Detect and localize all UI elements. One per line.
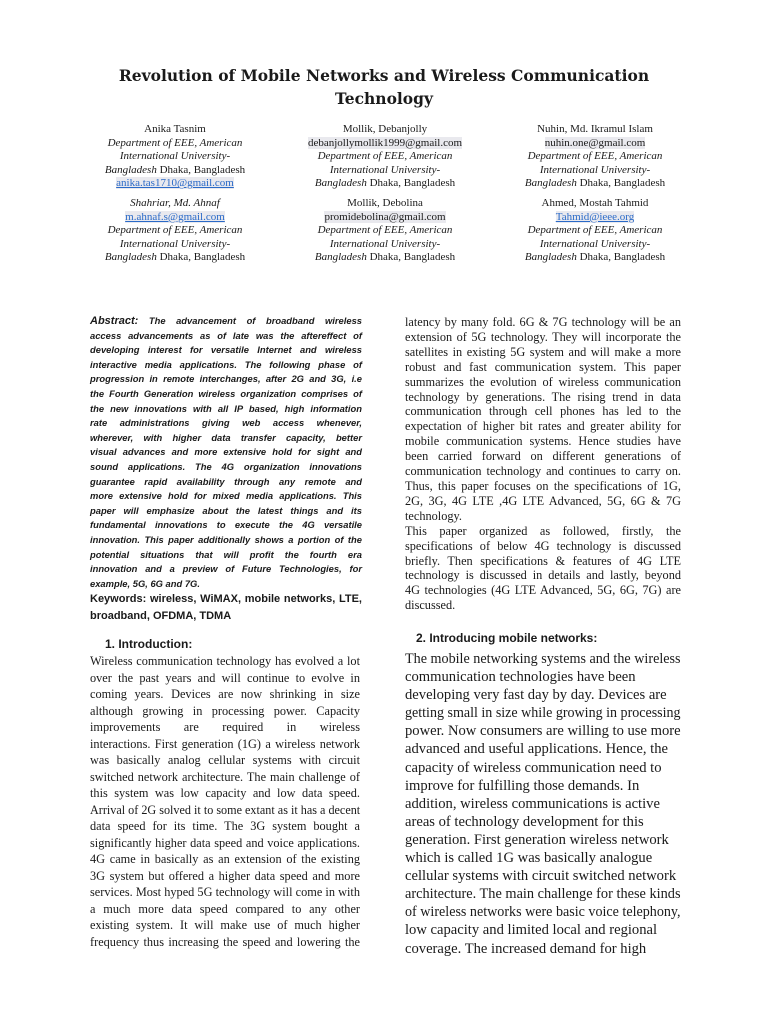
abstract-line [90,445,362,460]
text-line: a much more data speed compared to any other [90,901,360,916]
author-university: International University- [119,150,231,163]
author-location [70,251,280,265]
mobile-networks-body [405,650,681,958]
author-city: Dhaka, Bangladesh [366,177,456,190]
text-line: which is called 1G was basically analogue [405,850,653,867]
author-email-row [70,177,280,191]
author-country: Bangladesh [314,177,367,190]
keywords-line: broadband, OFDMA, TDMA [90,609,232,622]
author-card [280,197,490,265]
author-name: Anika Tasnim [144,123,206,135]
abstract-line [90,343,362,358]
text-line: coming years. Devices are now shrinking in size [90,687,360,701]
text-line: Wireless communication technology has evolved a lot [90,654,360,668]
abstract-text: the new innovations with all IP based, high information [90,402,362,414]
text-line: 2G, 3G, 4G LTE ,4G LTE Advanced, 5G, 6G & 7G [405,493,681,508]
abstract-line [90,314,362,329]
text-line: technology is discussed in details and lastly, beyond [405,568,681,583]
abstract-text: innovation. This paper additionally shows a portion of the [90,533,362,545]
text-line: low capacity and limited local and regional [405,922,658,939]
author-name: Nuhin, Md. Ikramul Islam [537,123,653,135]
author-email-row [490,137,700,151]
text-line: 4G technologies (4G LTE Advanced, 5G, 6G, 7G) are [405,583,681,598]
text-line: expectation of higher bit rates and greater ability for [405,419,681,434]
text-line: getting small in size while growing in processing [405,705,681,722]
author-card [70,123,280,191]
text-line: latency by many fold. 6G & 7G technology will be an [405,315,681,329]
text-line: This paper organized as followed, firstly, the [405,523,681,538]
text-line: addition, wireless communications is active [405,795,660,812]
abstract-line [90,431,362,446]
abstract-text: innovation and a preview of Future Technologies, for [90,563,362,575]
author-country: Bangladesh [314,251,367,264]
abstract-line [90,402,362,417]
abstract-text: developing interest for versatile Internet and wireless [90,344,362,356]
abstract-line [90,475,362,490]
abstract-line [90,329,362,344]
author-card [490,197,700,265]
author-email[interactable]: promidebolina@gmail.com [324,210,446,223]
abstract-line [90,489,362,504]
author-department: Department of EEE, American [527,224,663,237]
text-line: communication technology and continues to carry on. [405,464,681,479]
abstract [90,314,362,624]
text-line: coverage. The increased demand for high [405,940,647,957]
author-department: Department of EEE, American [317,150,453,163]
author-department: Department of EEE, American [317,224,453,237]
abstract-text: the Fourth Generation wireless organization comprises of [90,387,362,399]
abstract-line [90,372,362,387]
author-location [280,177,490,191]
author-country: Bangladesh [104,251,157,264]
author-card [280,123,490,191]
abstract-label: Abstract: [90,315,139,327]
abstract-line [90,518,362,533]
text-line: switched network architecture. The main challenge of [90,769,360,784]
abstract-text: potential situations that will profit the fourth era [90,548,362,560]
abstract-text: example, 5G, 6G and 7G. [90,577,200,589]
author-country: Bangladesh [104,163,157,176]
author-city: Dhaka, Bangladesh [156,163,246,176]
author-email[interactable]: anika.tas1710@gmail.com [116,177,234,190]
text-line: over the past years and will continue to evolve in [90,670,360,685]
keywords-line: Keywords: wireless, WiMAX, mobile networks, LTE, [90,593,362,606]
text-line: 3G system but offered a higher data speed and more [90,868,360,883]
author-country: Bangladesh [524,251,577,264]
text-line: capacity of wireless communication need to [405,759,662,776]
text-line: 4G came in basically as an extension of the existing [90,852,360,866]
title-line: Technology [334,89,433,108]
abstract-text: access advancements as of late was the aftereffect of [90,329,362,341]
author-university: International University- [119,237,231,250]
abstract-line [90,504,362,519]
author-city: Dhaka, Bangladesh [156,251,246,264]
text-line: been carried forward on different generations of [405,449,681,464]
abstract-text: The advancement of broadband wireless [138,315,362,326]
text-line: Arrival of 2G solved it to some extant as it has a decent [90,802,361,817]
author-email[interactable]: debanjollymollik1999@gmail.com [307,136,463,149]
paper-title [60,64,708,110]
abstract-line [90,562,362,577]
section-1-heading: 1. Introduction: [105,637,193,651]
text-line: communication technologies have been [405,669,636,686]
author-department: Department of EEE, American [107,136,243,149]
text-line: technology. [405,508,462,523]
text-line: briefly. Then specifications & features of 4G LTE [405,553,681,568]
text-line: existing system. It will make use of much higher [90,918,360,932]
author-location [280,251,490,265]
abstract-text: visual advances and more extensive hold for sight and [90,446,362,458]
text-line: data speed for its time. The 3G system bought a [90,819,360,833]
text-line: generation. First generation wireless network [405,831,669,848]
abstract-line [90,577,362,592]
author-department: Department of EEE, American [527,150,663,163]
author-email[interactable]: nuhin.one@gmail.com [544,136,646,149]
author-email-row [490,211,700,225]
text-line: discussed. [405,598,456,613]
text-line: improve for fulfilling those demands. In [405,777,640,794]
text-line: extension of 5G technology. They will incorporate the [405,329,681,344]
text-line: frequency thus increasing the speed and lowering the [90,934,360,949]
abstract-text: sound applications. The 4G organization innovations [90,460,362,472]
author-city: Dhaka, Bangladesh [576,251,666,264]
text-line: was basically analog cellular systems with circuit [90,753,360,767]
abstract-line [90,416,362,431]
text-line: Thus, this paper focuses on the specifications of 1G, [405,478,681,493]
author-email[interactable]: m.ahnaf.s@gmail.com [125,210,225,223]
author-location [490,251,700,265]
text-line: improvements are required in wireless [90,720,360,734]
abstract-text: wherever, with higher data transfer capacity, better [90,431,362,443]
author-country: Bangladesh [524,177,577,190]
author-name: Mollik, Debanjolly [342,123,428,135]
right-column-body [405,315,681,613]
author-university: International University- [329,237,441,250]
author-name: Mollik, Debolina [347,197,423,209]
text-line: developing very fast day by day. Devices are [405,687,667,704]
abstract-text: rate administrations giving web access whenever, [90,417,362,429]
abstract-line [90,387,362,402]
text-line: robust and fast communication system. This paper [405,359,681,374]
abstract-text: progression in remote interchanges, after 2G and 3G, i.e [90,373,362,385]
introduction-body [90,653,360,950]
text-line: The mobile networking systems and the wireless [405,651,681,667]
author-name: Ahmed, Mostah Tahmid [541,197,649,209]
text-line: technology by generations. The rising trend in data [405,389,681,404]
text-line: communication through cell phones has led to the [405,404,681,419]
author-university: International University- [539,237,651,250]
abstract-text: more extensive hold for mixed media applications. This [90,490,362,502]
abstract-text: interactive media applications. The following phase of [90,358,362,370]
text-line: summarizes the evolution of wireless communication [405,374,681,389]
author-email-row [280,137,490,151]
abstract-line [90,460,362,475]
text-line: although growing in processing power. Capacity [90,703,360,718]
title-line: Revolution of Mobile Networks and Wireless Communication [118,66,650,85]
text-line: architecture. The main challenge for these kinds [405,886,681,903]
abstract-text: paper will emphasize about the latest things and its [90,504,362,516]
author-location [70,164,280,178]
text-line: specifications of below 4G technology is discussed [405,538,681,553]
text-line: services. Most hyped 5G technology will come in with [90,885,360,899]
text-line: satellites in existing 5G system and will make a more [405,344,681,359]
author-email-row [70,211,280,225]
abstract-line [90,548,362,563]
author-email[interactable]: Tahmid@ieee.org [555,210,635,223]
abstract-text: fundamental innovations to execute the 4G versatile [90,519,362,531]
author-card [70,197,280,265]
author-university: International University- [329,163,441,176]
abstract-text: guarantee rapid availability through any remote and [90,475,362,487]
text-line: power. Now consumers are willing to use more [405,723,681,740]
text-line: significantly higher data speed and voice applications. [90,835,360,850]
author-name: Shahriar, Md. Ahnaf [130,197,220,209]
author-card [490,123,700,191]
text-line: mobile communication systems. Hence studies have [405,434,681,449]
author-university: International University- [539,163,651,176]
abstract-line [90,358,362,373]
abstract-line [90,533,362,548]
text-line: advanced and useful applications. Hence, the [405,741,668,758]
section-2-heading: 2. Introducing mobile networks: [416,631,598,645]
text-line: interactions. First generation (1G) a wireless network [90,736,360,751]
author-department: Department of EEE, American [107,224,243,237]
text-line: areas of technology development for this [405,813,644,830]
author-email-row [280,211,490,225]
text-line: this system was low capacity and low data speed. [90,786,360,800]
author-city: Dhaka, Bangladesh [366,251,456,264]
author-location [490,177,700,191]
text-line: of wireless networks were basic voice telephony, [405,904,681,921]
author-city: Dhaka, Bangladesh [576,177,666,190]
text-line: cellular systems with circuit switched network [405,868,677,885]
